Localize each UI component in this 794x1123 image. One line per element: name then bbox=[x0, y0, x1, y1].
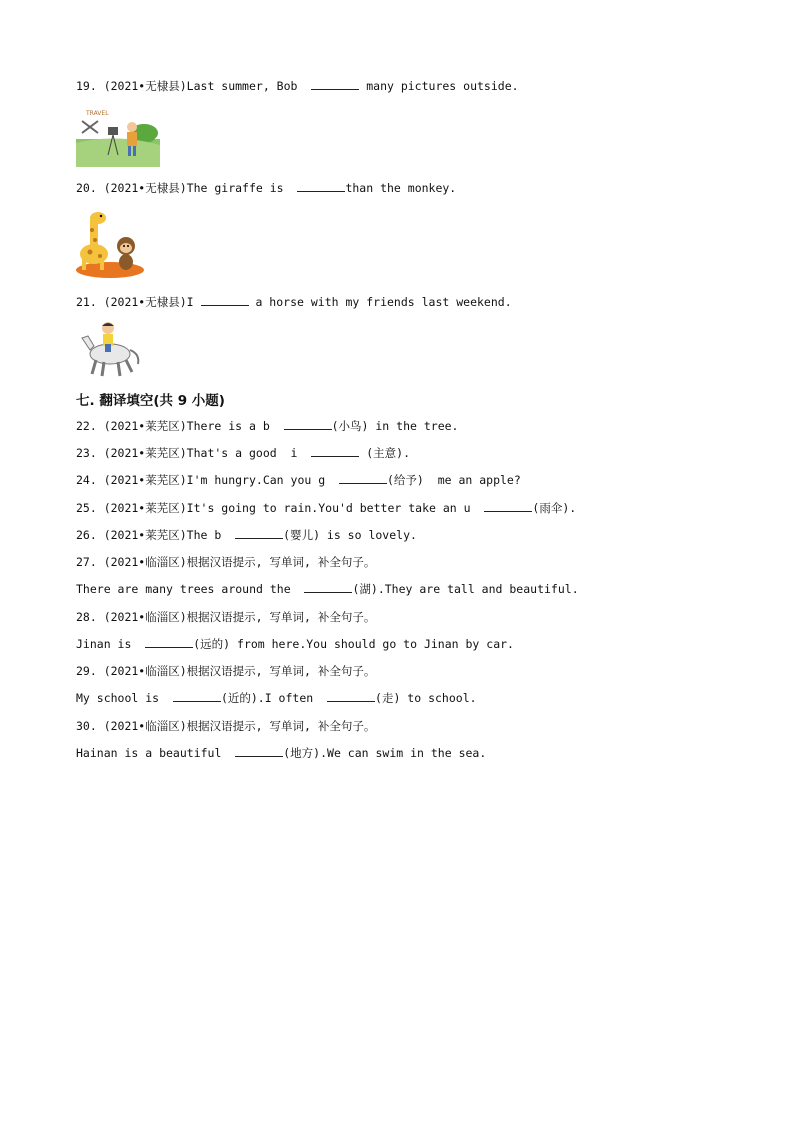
question-source: 22. (2021•莱芜区) bbox=[76, 419, 187, 433]
question-21 bbox=[76, 295, 512, 309]
answer-blank[interactable] bbox=[304, 582, 352, 593]
question-28 bbox=[76, 637, 514, 651]
question-text: (小鸟) in the tree. bbox=[331, 419, 459, 433]
question-instruction: 根据汉语提示, 写单词, 补全句子。 bbox=[186, 719, 376, 733]
question-text: (婴儿) is so lovely. bbox=[283, 528, 417, 542]
question-instruction: 根据汉语提示, 写单词, 补全句子。 bbox=[186, 555, 376, 569]
answer-blank[interactable] bbox=[235, 528, 283, 539]
question-text: Hainan is a beautiful bbox=[76, 746, 236, 760]
travel-photographer-image bbox=[76, 103, 160, 167]
question-source: 26. (2021•莱芜区) bbox=[76, 528, 187, 542]
question-text: The giraffe is bbox=[186, 181, 298, 195]
question-28-header bbox=[76, 610, 375, 624]
question-source: 23. (2021•莱芜区) bbox=[76, 446, 187, 460]
question-source: 21. (2021•无棣县) bbox=[76, 295, 187, 309]
question-29 bbox=[76, 691, 477, 705]
boy-riding-horse-image bbox=[78, 320, 142, 378]
question-source: 28. (2021•临淄区) bbox=[76, 610, 187, 624]
question-source: 25. (2021•莱芜区) bbox=[76, 501, 187, 515]
question-30-header bbox=[76, 719, 375, 733]
question-text: Jinan is bbox=[76, 637, 146, 651]
question-20 bbox=[76, 181, 456, 195]
question-text: It's going to rain.You'd better take an u bbox=[186, 501, 485, 515]
answer-blank[interactable] bbox=[327, 691, 375, 702]
question-text: There is a b bbox=[186, 419, 284, 433]
question-text: (给予) me an apple? bbox=[387, 473, 521, 487]
question-source: 20. (2021•无棣县) bbox=[76, 181, 187, 195]
question-text: I'm hungry.Can you g bbox=[186, 473, 339, 487]
answer-blank[interactable] bbox=[235, 746, 283, 757]
question-19 bbox=[76, 79, 519, 93]
question-29-header bbox=[76, 664, 375, 678]
answer-blank[interactable] bbox=[173, 691, 221, 702]
question-source: 29. (2021•临淄区) bbox=[76, 664, 187, 678]
question-30 bbox=[76, 746, 486, 760]
answer-blank[interactable] bbox=[284, 419, 332, 430]
question-text: My school is bbox=[76, 691, 173, 705]
question-text: I bbox=[186, 295, 201, 309]
question-source: 24. (2021•莱芜区) bbox=[76, 473, 187, 487]
question-27 bbox=[76, 582, 579, 596]
question-text: a horse with my friends last weekend. bbox=[248, 295, 512, 309]
answer-blank[interactable] bbox=[484, 501, 532, 512]
question-text: (雨伞). bbox=[532, 501, 577, 515]
question-source: 30. (2021•临淄区) bbox=[76, 719, 187, 733]
question-source: 19. (2021•无棣县) bbox=[76, 79, 187, 93]
question-24 bbox=[76, 473, 521, 487]
question-text: than the monkey. bbox=[345, 181, 457, 195]
answer-blank[interactable] bbox=[339, 473, 387, 484]
question-text: (走) to school. bbox=[375, 691, 477, 705]
giraffe-monkey-image bbox=[74, 206, 144, 280]
question-27-header bbox=[76, 555, 375, 569]
question-23 bbox=[76, 446, 410, 460]
answer-blank[interactable] bbox=[201, 295, 249, 306]
question-text: (湖).They are tall and beautiful. bbox=[352, 582, 579, 596]
travel-label: TRAVEL bbox=[86, 110, 109, 117]
question-instruction: 根据汉语提示, 写单词, 补全句子。 bbox=[186, 664, 376, 678]
question-text: Last summer, Bob bbox=[186, 79, 312, 93]
answer-blank[interactable] bbox=[311, 79, 359, 90]
question-text: many pictures outside. bbox=[359, 79, 519, 93]
question-26 bbox=[76, 528, 417, 542]
answer-blank[interactable] bbox=[145, 637, 193, 648]
question-text: (远的) from here.You should go to Jinan by car. bbox=[193, 637, 514, 651]
answer-blank[interactable] bbox=[311, 446, 359, 457]
question-25 bbox=[76, 501, 576, 515]
question-text: (主意). bbox=[359, 446, 410, 460]
answer-blank[interactable] bbox=[297, 181, 345, 192]
question-source: 27. (2021•临淄区) bbox=[76, 555, 187, 569]
question-text: (地方).We can swim in the sea. bbox=[283, 746, 487, 760]
question-text: The b bbox=[186, 528, 236, 542]
question-22 bbox=[76, 419, 458, 433]
question-text: There are many trees around the bbox=[76, 582, 305, 596]
section-heading: 七. 翻译填空(共 9 小题) bbox=[76, 393, 225, 409]
question-text: That's a good i bbox=[186, 446, 312, 460]
question-text: (近的).I often bbox=[220, 691, 328, 705]
question-instruction: 根据汉语提示, 写单词, 补全句子。 bbox=[186, 610, 376, 624]
